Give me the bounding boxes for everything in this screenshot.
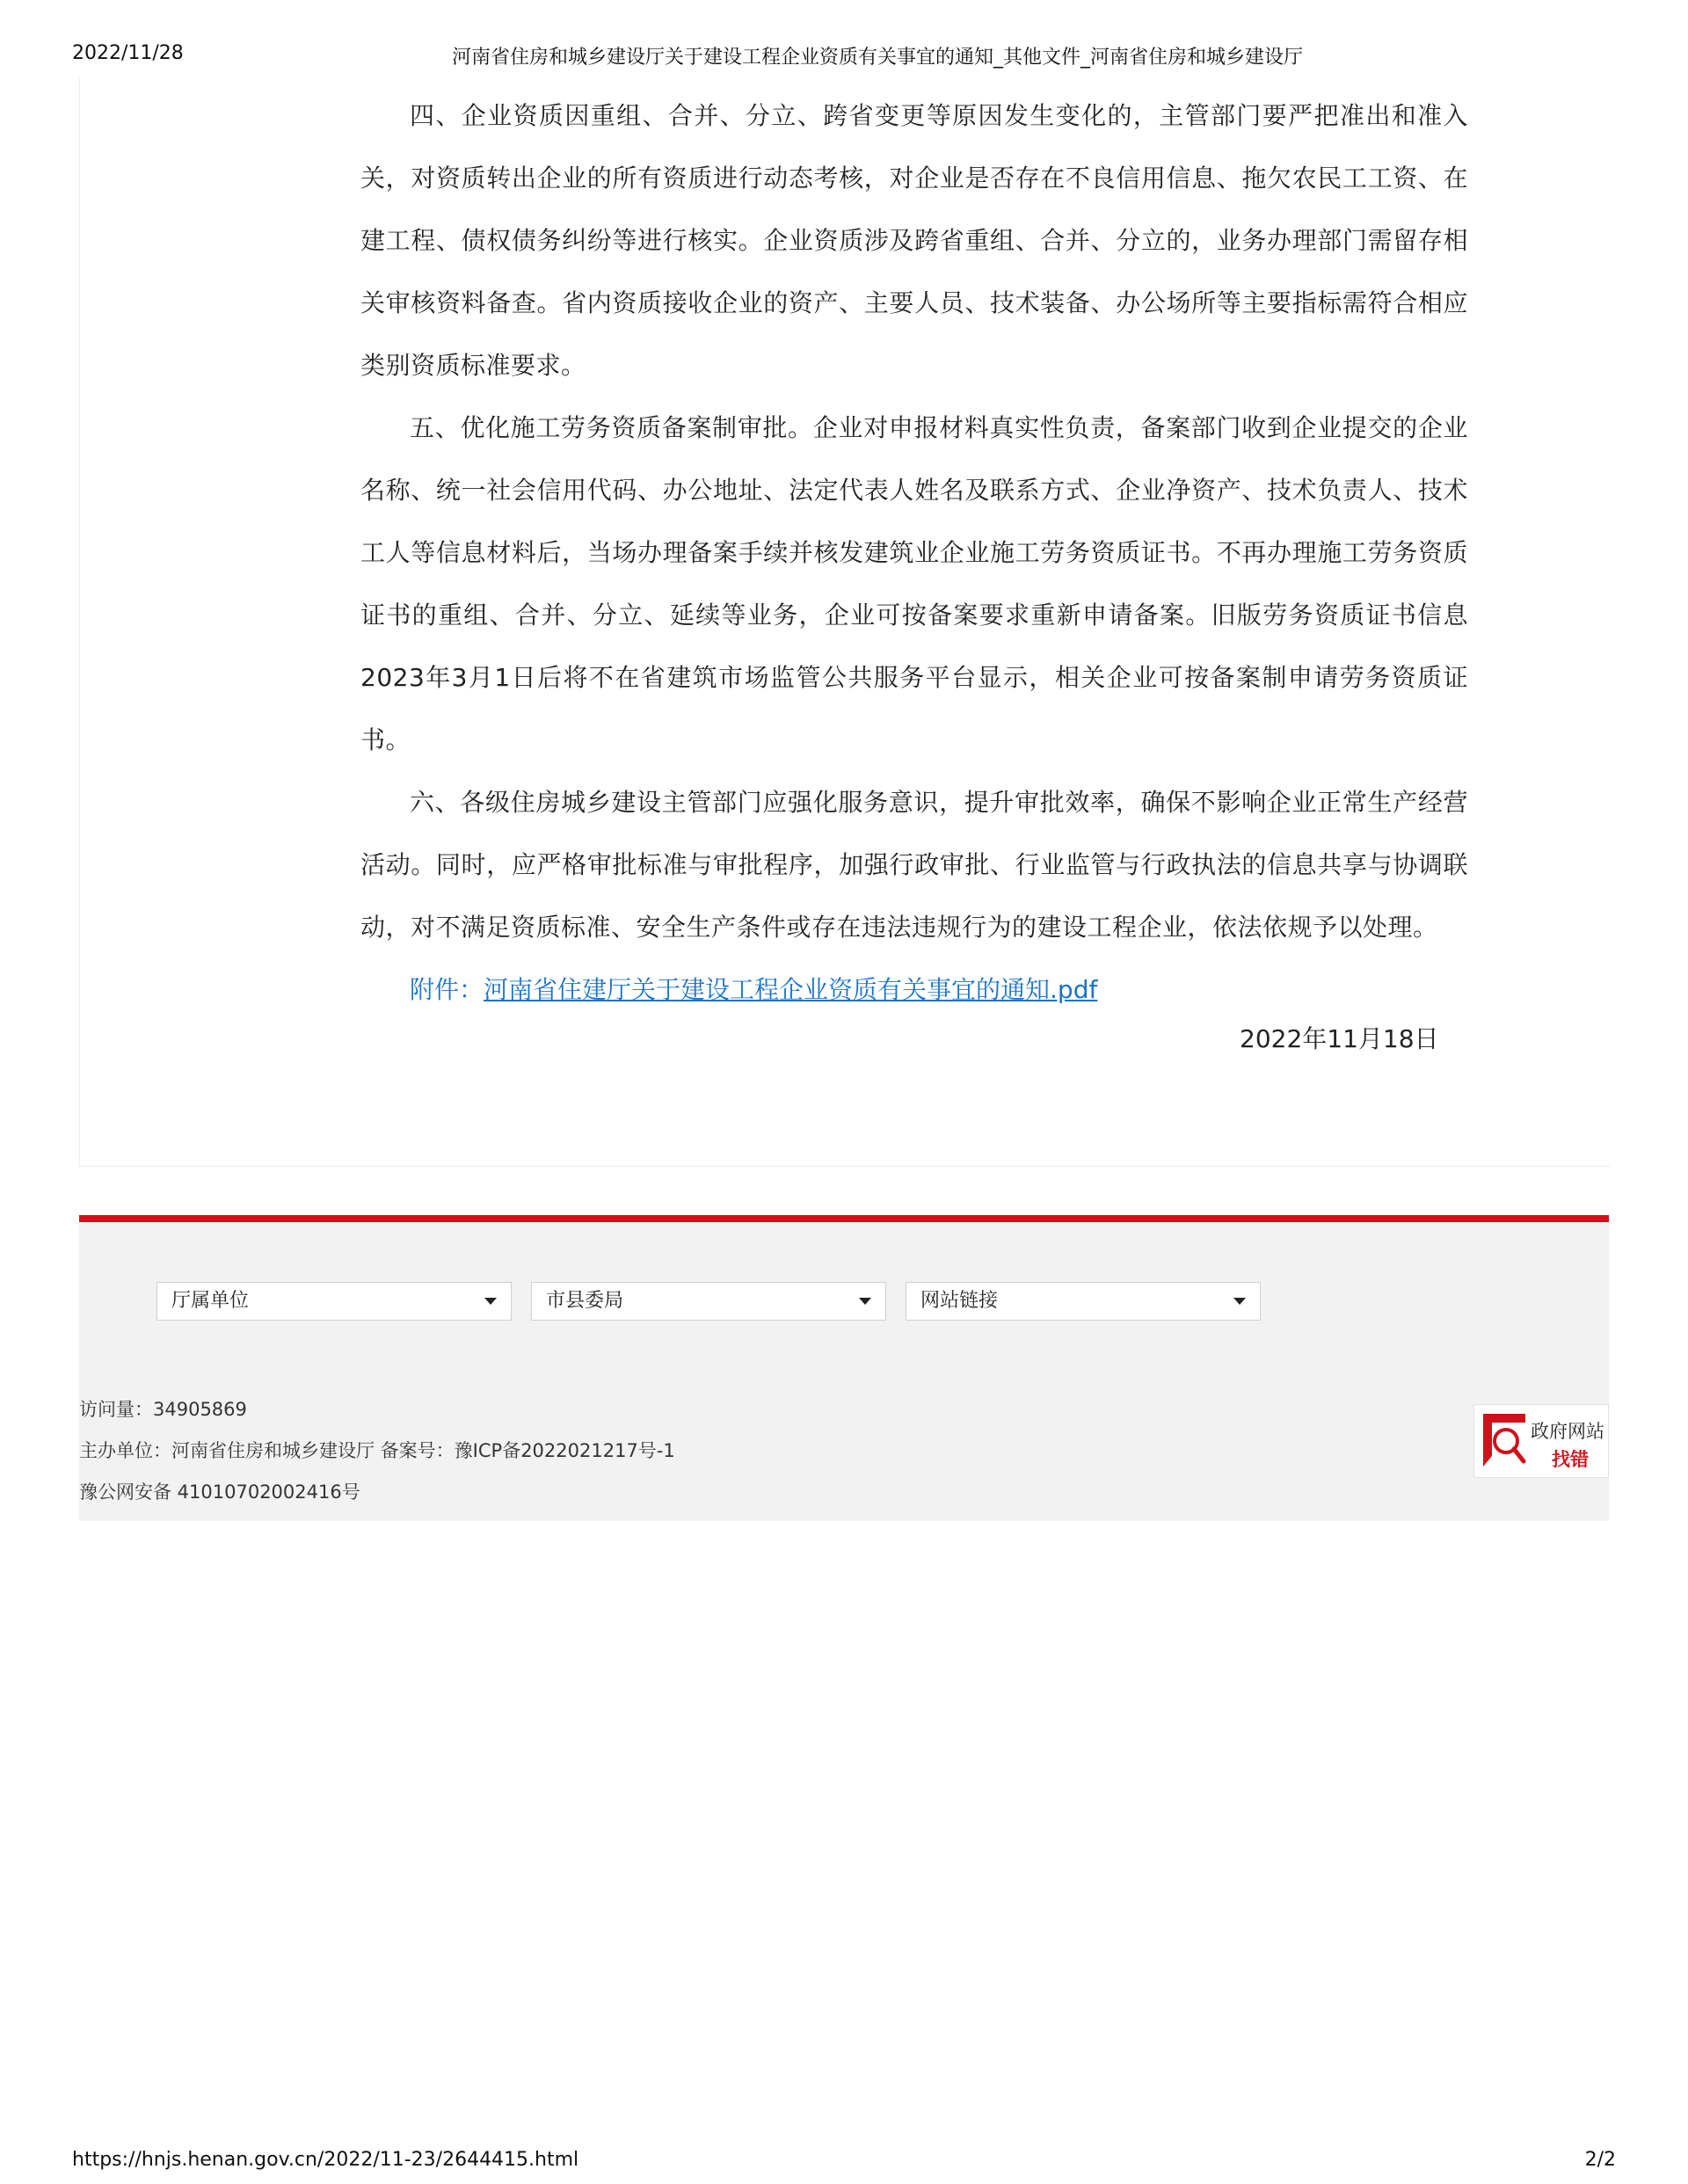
magnifier-icon bbox=[1480, 1412, 1529, 1470]
chevron-down-icon bbox=[484, 1298, 497, 1305]
chevron-down-icon bbox=[1233, 1298, 1246, 1305]
chevron-down-icon bbox=[859, 1298, 871, 1305]
gov-site-error-report-badge[interactable] bbox=[1473, 1404, 1609, 1478]
paragraph-4: 四、企业资质因重组、合并、分立、跨省变更等原因发生变化的，主管部门要严把准出和准入关，对资质转出企业的所有资质进行动态考核，对企业是否存在不良信用信息、拖欠农民工工资、在建工程、债权债务纠纷等进行核实。企业资质涉及跨省重组、合并、分立的，业务办理部门需留存相关审核资料备查。省内资质接收企业的资产、主要人员、技术装备、办公场所等主要指标需符合相应类别资质标准要求。 bbox=[360, 101, 1468, 380]
article-body bbox=[360, 84, 1468, 1021]
select-website-links-label: 网站链接 bbox=[920, 1290, 999, 1312]
paragraph-6: 六、各级住房城乡建设主管部门应强化服务意识，提升审批效率，确保不影响企业正常生产经营活动。同时，应严格审批标准与审批程序，加强行政审批、行业监管与行政执法的信息共享与协调联动，对不满足资质标准、安全生产条件或存在违法违规行为的建设工程企业，依法依规予以处理。 bbox=[360, 788, 1468, 942]
sign-date: 2022年11月18日 bbox=[1240, 1024, 1439, 1053]
select-affiliated-units-label: 厅属单位 bbox=[171, 1290, 250, 1312]
site-footer bbox=[79, 1215, 1609, 1521]
sponsor-info: 主办单位：河南省住房和城乡建设厅 备案号：豫ICP备2022021217号-1 bbox=[79, 1440, 675, 1461]
attachment-link[interactable]: 河南省住建厅关于建设工程企业资质有关事宜的通知.pdf bbox=[484, 975, 1098, 1004]
attachment-label: 附件： bbox=[410, 975, 484, 1004]
print-date: 2022/11/28 bbox=[72, 42, 184, 64]
paragraph-5: 五、优化施工劳务资质备案制审批。企业对申报材料真实性负责，备案部门收到企业提交的企业名称、统一社会信用代码、办公地址、法定代表人姓名及联系方式、企业净资产、技术负责人、技术工人等信息材料后，当场办理备案手续并核发建筑业企业施工劳务资质证书。不再办理施工劳务资质证书的重组、合并、分立、延续等业务，企业可按备案要求重新申请备案。旧版劳务资质证书信息2023年3月1日后将不在省建筑市场监管公共服务平台显示，相关企业可按备案制申请劳务资质证书。 bbox=[360, 413, 1468, 754]
police-record: 豫公网安备 41010702002416号 bbox=[79, 1481, 360, 1503]
visit-count: 访问量：34905869 bbox=[79, 1399, 247, 1420]
select-city-county-bureaus[interactable] bbox=[531, 1282, 886, 1321]
select-website-links[interactable] bbox=[906, 1282, 1261, 1321]
badge-subtitle: 找错 bbox=[1552, 1449, 1589, 1470]
print-page-number: 2/2 bbox=[1584, 2149, 1616, 2171]
footer-info bbox=[79, 1396, 675, 1520]
attachment bbox=[360, 958, 1468, 1021]
select-affiliated-units[interactable] bbox=[156, 1282, 512, 1321]
print-title: 河南省住房和城乡建设厅关于建设工程企业资质有关事宜的通知_其他文件_河南省住房和城乡建设厅 bbox=[452, 47, 1304, 69]
print-url: https://hnjs.henan.gov.cn/2022/11-23/2644415.html bbox=[72, 2149, 579, 2171]
footer-select-group bbox=[156, 1282, 1280, 1321]
badge-title: 政府网站 bbox=[1531, 1421, 1604, 1442]
select-city-county-bureaus-label: 市县委局 bbox=[546, 1290, 624, 1312]
